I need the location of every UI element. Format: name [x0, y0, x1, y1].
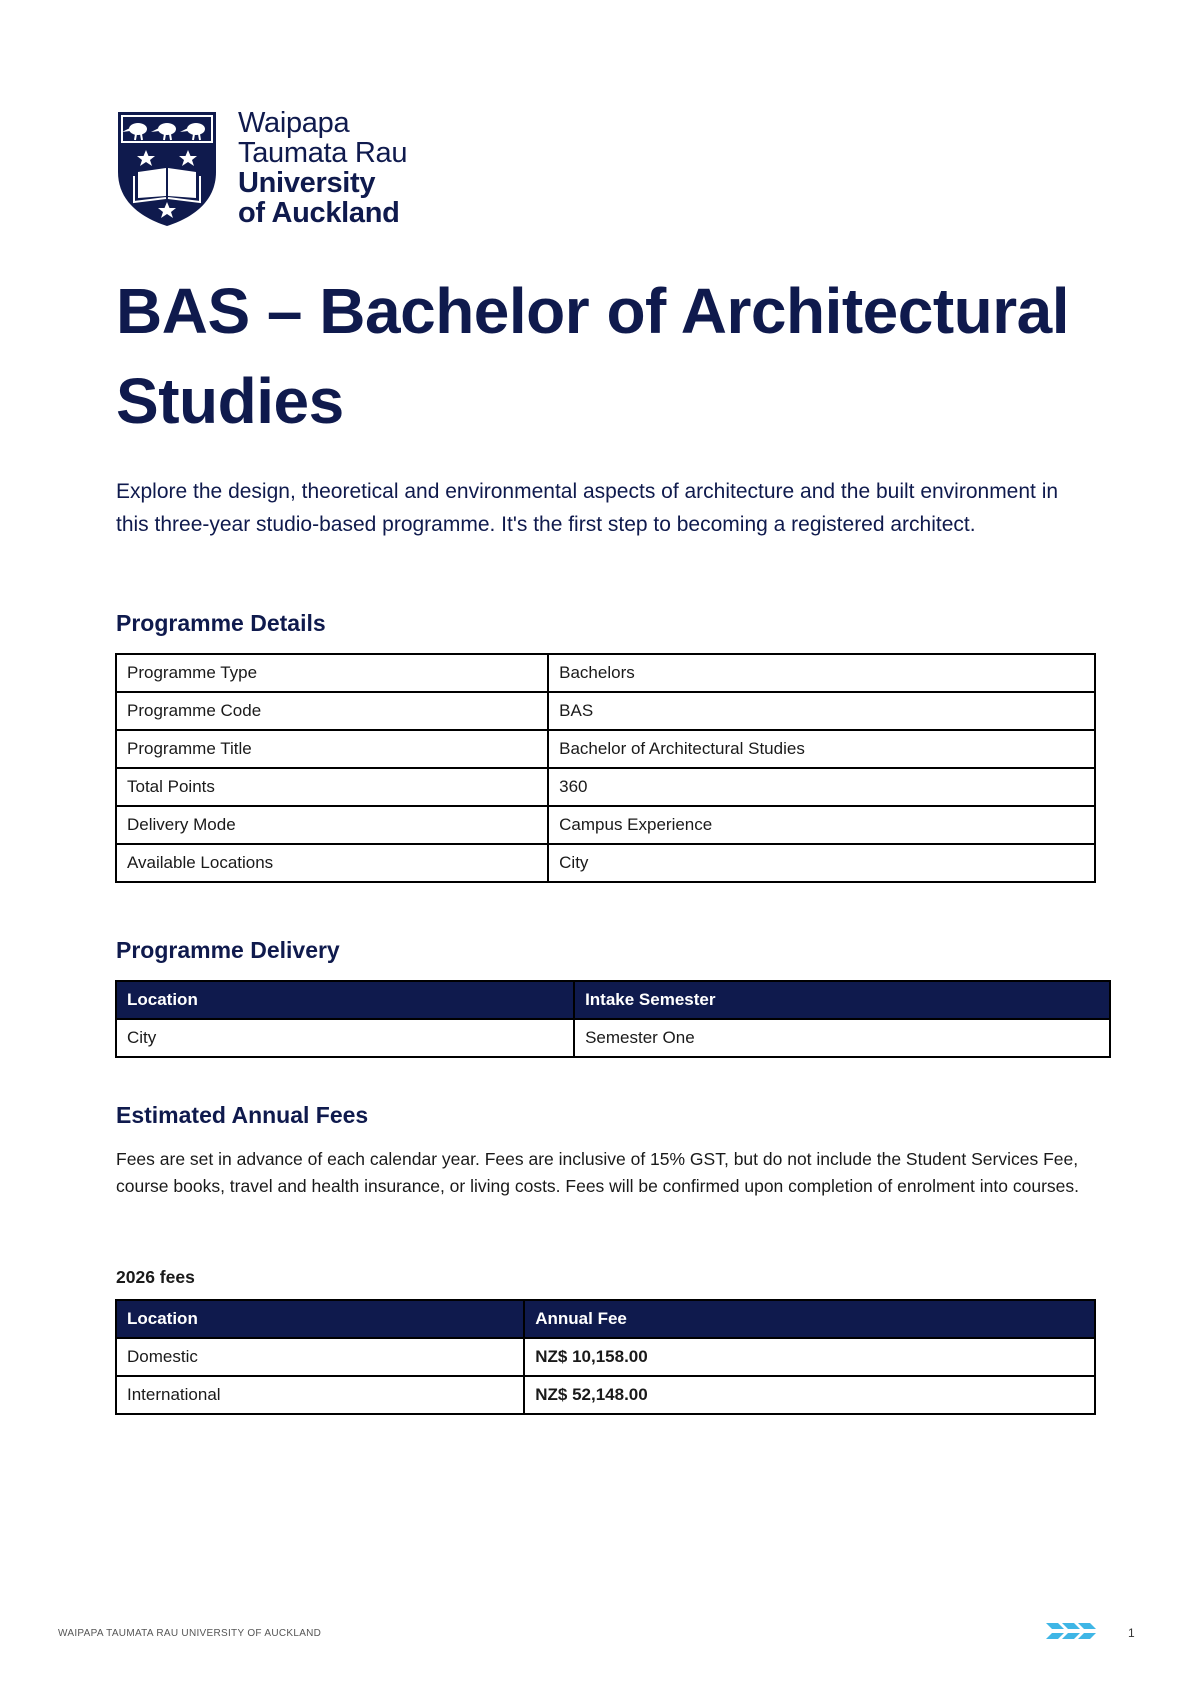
table-cell: Bachelor of Architectural Studies	[548, 730, 1095, 768]
fees-note: Fees are set in advance of each calendar year. Fees are inclusive of 15% GST, but do not include the Student Services Fee, course books, travel and health insurance, or living costs. Fees will be confirmed upon completion of enrolment into courses.	[116, 1149, 1079, 1196]
column-header-annual-fee: Annual Fee	[524, 1300, 1095, 1338]
table-cell: Programme Type	[116, 654, 548, 692]
table-cell: Available Locations	[116, 844, 548, 882]
chevron-arrows-icon	[1046, 1620, 1096, 1642]
table-row	[116, 1376, 1095, 1414]
page-number: 1	[1128, 1626, 1135, 1640]
table-header-row	[116, 981, 1110, 1019]
table-row	[116, 654, 1095, 692]
table-cell: Programme Code	[116, 692, 548, 730]
table-row	[116, 730, 1095, 768]
table-row	[116, 768, 1095, 806]
fees-table	[115, 1299, 1096, 1415]
fee-amount: NZ$ 52,148.00	[524, 1376, 1095, 1414]
table-row	[116, 1019, 1110, 1057]
table-header-row	[116, 1300, 1095, 1338]
fee-amount: NZ$ 10,158.00	[524, 1338, 1095, 1376]
footer-text: WAIPAPA TAUMATA RAU UNIVERSITY OF AUCKLAND	[58, 1628, 322, 1639]
table-cell: Bachelors	[548, 654, 1095, 692]
programme-details-heading: Programme Details	[116, 610, 326, 636]
university-crest-icon	[116, 110, 218, 228]
intro-paragraph: Explore the design, theoretical and environmental aspects of architecture and the built environment in this three-year studio-based programme. It's the first step to becoming a registered architect.	[116, 480, 1059, 536]
programme-delivery-heading: Programme Delivery	[116, 937, 340, 963]
table-row	[116, 1338, 1095, 1376]
table-cell: International	[116, 1376, 524, 1414]
table-row	[116, 692, 1095, 730]
logo-line-4: of Auckland	[238, 197, 400, 229]
logo-line-3: University	[238, 167, 376, 199]
fees-year-label: 2026 fees	[116, 1267, 195, 1287]
column-header-location: Location	[116, 1300, 524, 1338]
programme-delivery-table	[115, 980, 1111, 1058]
table-cell: City	[116, 1019, 574, 1057]
table-cell: Programme Title	[116, 730, 548, 768]
table-cell: Domestic	[116, 1338, 524, 1376]
table-cell: Campus Experience	[548, 806, 1095, 844]
logo-line-1: Waipapa	[238, 107, 350, 139]
logo-line-2: Taumata Rau	[238, 137, 408, 169]
fees-heading: Estimated Annual Fees	[116, 1102, 369, 1128]
table-cell: Delivery Mode	[116, 806, 548, 844]
table-cell: City	[548, 844, 1095, 882]
table-cell: BAS	[548, 692, 1095, 730]
column-header-location: Location	[116, 981, 574, 1019]
table-row	[116, 806, 1095, 844]
logo-wordmark	[238, 108, 407, 228]
column-header-intake-semester: Intake Semester	[574, 981, 1110, 1019]
table-cell: Semester One	[574, 1019, 1110, 1057]
programme-details-table	[115, 653, 1096, 883]
page-title: BAS – Bachelor of Architectural Studies	[116, 275, 1070, 437]
table-row	[116, 844, 1095, 882]
university-logo	[116, 108, 416, 230]
table-cell: Total Points	[116, 768, 548, 806]
table-cell: 360	[548, 768, 1095, 806]
